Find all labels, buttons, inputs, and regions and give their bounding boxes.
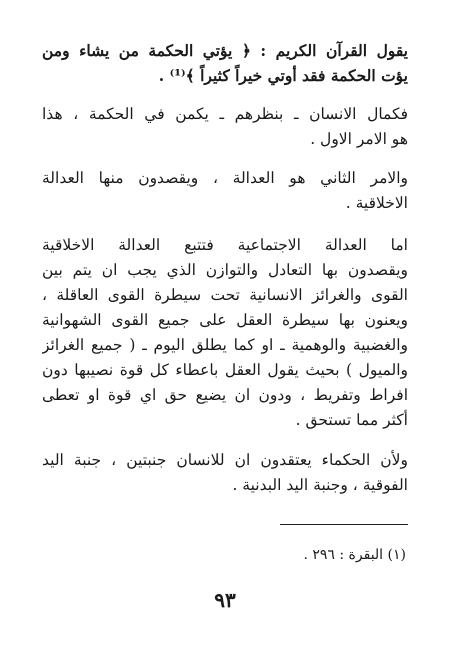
text-line: الاخلاقية . (345, 194, 408, 212)
text-line: يؤت الحكمة فقد أوتي خيراً كثيراً ﴾⁽¹⁾ . (158, 66, 408, 85)
text-line: ويقصدون بها التعادل والتوازن الذي يجب ان يتم بين (42, 261, 408, 279)
paragraph-first-matter (42, 102, 408, 152)
text-line: اما العدالة الاجتماعية فتتبع العدالة الاخلاقية (42, 236, 408, 254)
text-line: ولأن الحكماء يعتقدون ان للانسان جنبتين ، جنبة اليد (42, 451, 408, 469)
page-number: ٩٣ (214, 588, 236, 612)
text-line: الفوقية ، وجنبة اليد البدنية . (232, 476, 408, 494)
text-line: والميول ) بحيث يقول العقل باعطاء كل قوة نصيبها دون (42, 361, 408, 379)
text-line: فكمال الانسان ـ بنظرهم ـ يكمن في الحكمة ، هذا (42, 105, 408, 123)
text-line: افراط وتفريط ، ودون ان يضيع حق اي قوة او تعطى (42, 386, 408, 404)
text-line: أكثر مما تستحق . (295, 411, 408, 429)
footnote-divider (280, 524, 408, 525)
text-line: القوى والغرائز الانسانية تحت سيطرة القوى العاقلة ، (42, 286, 408, 304)
text-line: هو الامر الاول . (310, 130, 408, 148)
text-line: يقول القرآن الكريم : ﴿ يؤتي الحكمة من يشاء ومن (42, 41, 408, 60)
paragraph-quran-quote (42, 38, 408, 88)
text-line: ويعنون بها سيطرة العقل على جميع القوى الشهوانية (42, 311, 408, 329)
paragraph-second-matter (42, 166, 408, 216)
paragraph-two-aspects (42, 448, 408, 498)
text-line: والامر الثاني هو العدالة ، ويقصدون منها العدالة (42, 169, 408, 187)
paragraph-social-justice (42, 233, 408, 433)
footnote: (١) البقرة : ٢٩٦ . (303, 547, 406, 563)
text-line: والغضبية والوهمية ـ او كما يطلق اليوم ـ ( جميع الغرائز (42, 336, 408, 354)
